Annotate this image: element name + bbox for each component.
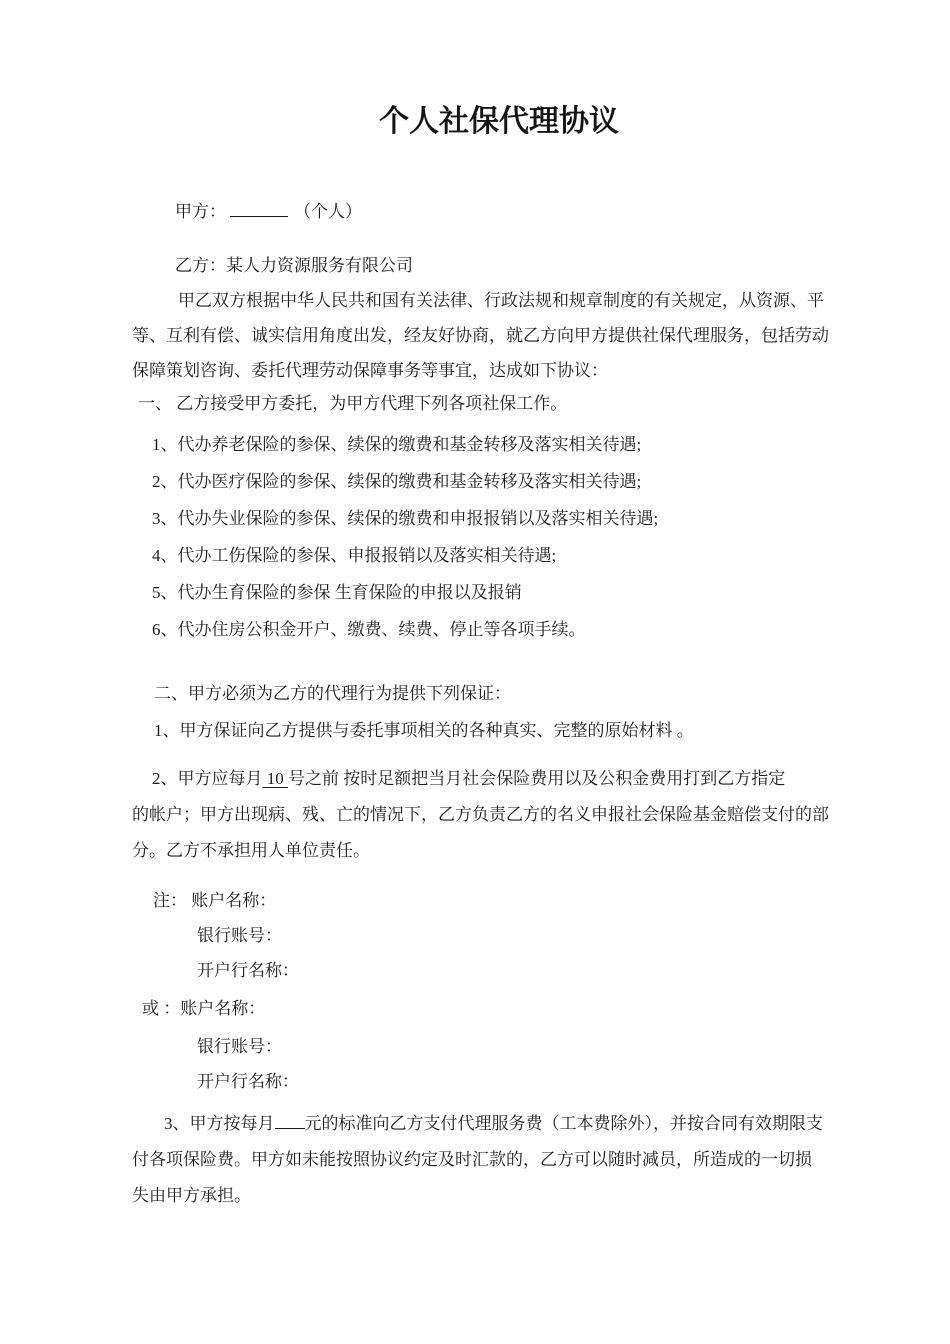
party-a-label: 甲方： — [175, 202, 226, 221]
section-2-item-1: 1、甲方保证向乙方提供与委托事项相关的各种真实、完整的原始材料 。 — [154, 721, 694, 740]
item-2-prefix: 2、甲方应每月 — [152, 769, 263, 788]
section-1-item-1: 1、代办养老保险的参保、续保的缴费和基金转移及落实相关待遇; — [152, 435, 642, 454]
section-2-item-2-line-2: 的帐户；甲方出现病、残、亡的情况下，乙方负责乙方的名义申报社会保险基金赔偿支付的部 — [132, 805, 829, 824]
document-title: 个人社保代理协议 — [379, 105, 619, 138]
intro-paragraph-line-3: 保障策划咨询、委托代理劳动保障事务等事宜，达成如下协议： — [132, 361, 608, 380]
item-3-blank-amount — [275, 1113, 305, 1129]
party-a-suffix: （个人） — [294, 202, 362, 221]
note-or-bank-branch-line: 开户行名称： — [197, 1072, 299, 1091]
section-1-item-2: 2、代办医疗保险的参保、续保的缴费和基金转移及落实相关待遇; — [152, 472, 642, 491]
intro-paragraph-line-1: 甲乙双方根据中华人民共和国有关法律、行政法规和规章制度的有关规定，从资源、平 — [178, 291, 824, 310]
item-2-underlined-day: 10 — [262, 769, 288, 788]
section-1-item-6: 6、代办住房公积金开户、缴费、续费、停止等各项手续。 — [152, 620, 586, 639]
section-1-item-5: 5、代办生育保险的参保 生育保险的申报以及报销 — [152, 583, 522, 602]
section-2-item-2-line-3: 分。乙方不承担用人单位责任。 — [132, 841, 370, 860]
note-bank-number-line: 银行账号： — [197, 926, 282, 945]
intro-paragraph-line-2: 等、互利有偿、诚实信用角度出发，经友好协商，就乙方向甲方提供社保代理服务，包括劳动 — [132, 326, 829, 345]
section-2-item-3-line-2: 付各项保险费。甲方如未能按照协议约定及时汇款的，乙方可以随时减员，所造成的一切损 — [132, 1150, 812, 1169]
note-bank-branch-line: 开户行名称： — [197, 961, 299, 980]
section-2-item-3-line-3: 失由甲方承担。 — [132, 1186, 251, 1205]
party-b-line: 乙方：某人力资源服务有限公司 — [175, 256, 413, 275]
section-2-item-3-line-1 — [164, 1106, 823, 1142]
note-or-account-name-line: 或 ：账户名称： — [142, 999, 266, 1018]
item-3-prefix: 3、甲方按每月 — [164, 1114, 275, 1133]
note-or-bank-number-line: 银行账号： — [197, 1037, 282, 1056]
section-2-heading: 二、甲方必须为乙方的代理行为提供下列保证： — [154, 684, 511, 703]
item-3-rest: 元的标准向乙方支付代理服务费（工本费除外），并按合同有效期限支 — [304, 1114, 823, 1133]
section-2-item-2-line-1 — [152, 761, 785, 797]
note-account-name-line: 注： 账户名称： — [153, 891, 277, 910]
section-1-heading: 一、 乙方接受甲方委托，为甲方代理下列各项社保工作。 — [138, 394, 568, 413]
section-1-item-3: 3、代办失业保险的参保、续保的缴费和申报报销以及落实相关待遇; — [152, 509, 659, 528]
section-1-item-4: 4、代办工伤保险的参保、申报报销以及落实相关待遇; — [152, 546, 557, 565]
party-a-blank-line — [230, 201, 288, 217]
item-2-rest: 号之前 按时足额把当月社会保险费用以及公积金费用打到乙方指定 — [288, 769, 786, 788]
party-a-line — [175, 194, 362, 230]
